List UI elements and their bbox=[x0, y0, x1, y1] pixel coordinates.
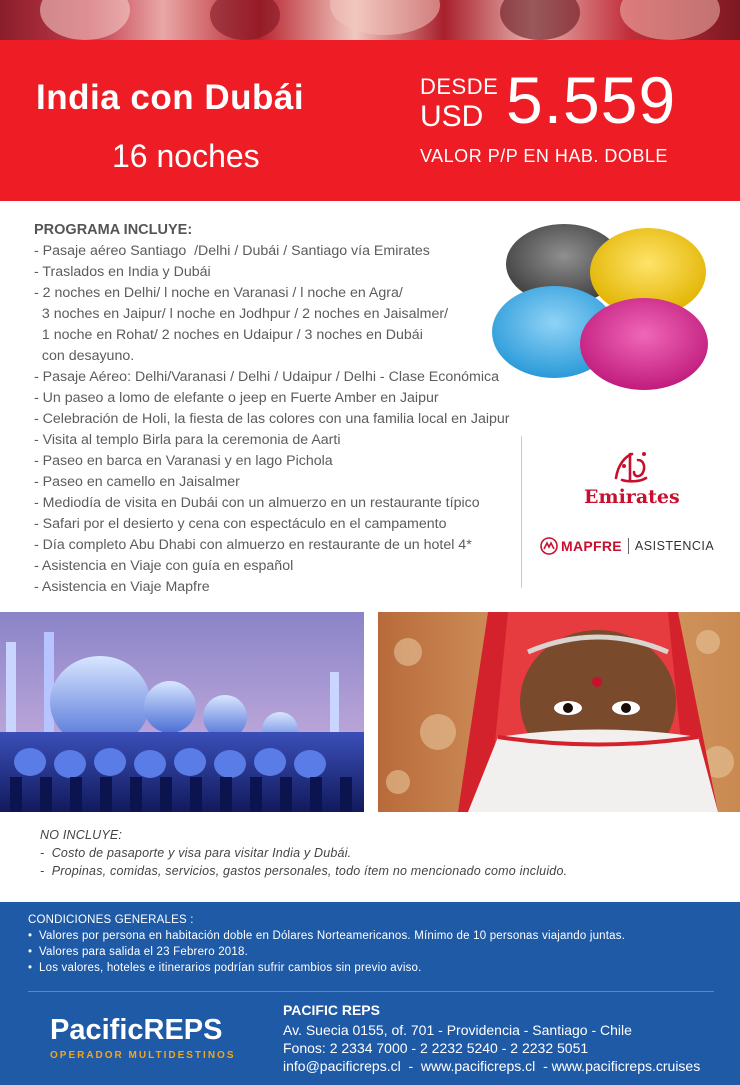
mapfre-logo-text: MAPFRE bbox=[561, 538, 622, 554]
emirates-logo-text: Emirates bbox=[584, 486, 680, 508]
program-item: - Pasaje aéreo Santiago /Delhi / Dubái / Santiago vía Emirates bbox=[34, 243, 430, 259]
brand-name-part2: REPS bbox=[143, 1014, 223, 1046]
mapfre-logo-subtext: ASISTENCIA bbox=[634, 539, 715, 553]
program-item: - Safari por el desierto y cena con espectáculo en el campamento bbox=[34, 516, 447, 532]
price-note: VALOR P/P EN HAB. DOBLE bbox=[420, 146, 668, 166]
exclusions-heading: NO INCLUYE: bbox=[40, 828, 123, 842]
program-item: - Día completo Abu Dhabi con almuerzo en restaurante de un hotel 4* bbox=[34, 537, 472, 553]
indian-woman-photo bbox=[378, 612, 740, 812]
program-item: - 2 noches en Delhi/ l noche en Varanasi / l noche en Agra/ bbox=[34, 285, 403, 301]
exclusions-list bbox=[40, 844, 567, 880]
page-subtitle: 16 noches bbox=[112, 138, 260, 174]
program-item: - Visita al templo Birla para la ceremonia de Aarti bbox=[34, 432, 341, 448]
contact-info bbox=[283, 1021, 700, 1075]
conditions-heading: CONDICIONES GENERALES : bbox=[28, 914, 194, 926]
mosque-photo bbox=[0, 612, 364, 812]
exclusion-item: - Costo de pasaporte y visa para visitar India y Dubái. bbox=[40, 846, 352, 860]
mapfre-separator bbox=[628, 538, 629, 554]
price-currency: USD bbox=[420, 100, 484, 133]
condition-item: • Valores por persona en habitación doble en Dólares Norteamericanos. Mínimo de 10 personas viajando juntas. bbox=[28, 930, 626, 942]
company-address: Av. Suecia 0155, of. 701 - Providencia - Santiago - Chile bbox=[283, 1022, 632, 1038]
brand-tagline: OPERADOR MULTIDESTINOS bbox=[50, 1050, 236, 1061]
company-name: PACIFIC REPS bbox=[283, 1002, 380, 1018]
program-heading: PROGRAMA INCLUYE: bbox=[34, 222, 193, 238]
footer-divider bbox=[28, 991, 714, 992]
program-includes bbox=[34, 220, 524, 598]
condition-item: • Valores para salida el 23 Febrero 2018. bbox=[28, 946, 248, 958]
exclusion-item: - Propinas, comidas, servicios, gastos personales, todo ítem no mencionado como incluido. bbox=[40, 864, 568, 878]
pink-powder bbox=[580, 298, 708, 390]
conditions-list bbox=[28, 928, 625, 976]
program-item: con desayuno. bbox=[34, 348, 135, 364]
program-item: 1 noche en Rohat/ 2 noches en Udaipur / 3 noches en Dubái bbox=[34, 327, 423, 343]
company-phones: Fonos: 2 2334 7000 - 2 2232 5240 - 2 2232 5051 bbox=[283, 1040, 589, 1056]
holi-photo-strip bbox=[0, 0, 740, 40]
color-powders-image bbox=[484, 212, 724, 412]
program-item: - Celebración de Holi, la fiesta de las colores con una familia local en Jaipur bbox=[34, 411, 510, 427]
price-value: 5.559 bbox=[506, 63, 677, 137]
pacificreps-logo bbox=[50, 1014, 222, 1047]
emirates-calligraphy-icon bbox=[586, 446, 676, 486]
program-item: - Paseo en camello en Jaisalmer bbox=[34, 474, 240, 490]
program-item: - Asistencia en Viaje Mapfre bbox=[34, 579, 210, 595]
program-item: - Pasaje Aéreo: Delhi/Varanasi / Delhi / Udaipur / Delhi - Clase Económica bbox=[34, 369, 499, 385]
program-item: - Paseo en barca en Varanasi y en lago Pichola bbox=[34, 453, 333, 469]
program-item: - Un paseo a lomo de elefante o jeep en Fuerte Amber en Jaipur bbox=[34, 390, 439, 406]
page-title: India con Dubái bbox=[36, 78, 305, 117]
program-item: - Asistencia en Viaje con guía en español bbox=[34, 558, 294, 574]
condition-item: • Los valores, hoteles e itinerarios podrían sufrir cambios sin previo aviso. bbox=[28, 962, 422, 974]
header-banner bbox=[0, 40, 740, 201]
footer bbox=[0, 902, 740, 1085]
conditions-section bbox=[28, 912, 625, 976]
mapfre-logo bbox=[540, 536, 730, 556]
program-item: - Mediodía de visita en Dubái con un almuerzo en un restaurante típico bbox=[34, 495, 480, 511]
program-list bbox=[34, 241, 524, 598]
company-web-links[interactable]: info@pacificreps.cl - www.pacificreps.cl - www.pacificreps.cruises bbox=[283, 1058, 701, 1074]
exclusions-section bbox=[40, 826, 567, 880]
brand-name-part1: Pacific bbox=[50, 1014, 144, 1046]
program-item: 3 noches en Jaipur/ l noche en Jodhpur / 2 noches en Jaisalmer/ bbox=[34, 306, 449, 322]
logo-divider bbox=[521, 436, 522, 588]
price-prefix: DESDE bbox=[420, 74, 499, 99]
mapfre-emblem-icon bbox=[540, 537, 558, 555]
program-item: - Traslados en India y Dubái bbox=[34, 264, 211, 280]
